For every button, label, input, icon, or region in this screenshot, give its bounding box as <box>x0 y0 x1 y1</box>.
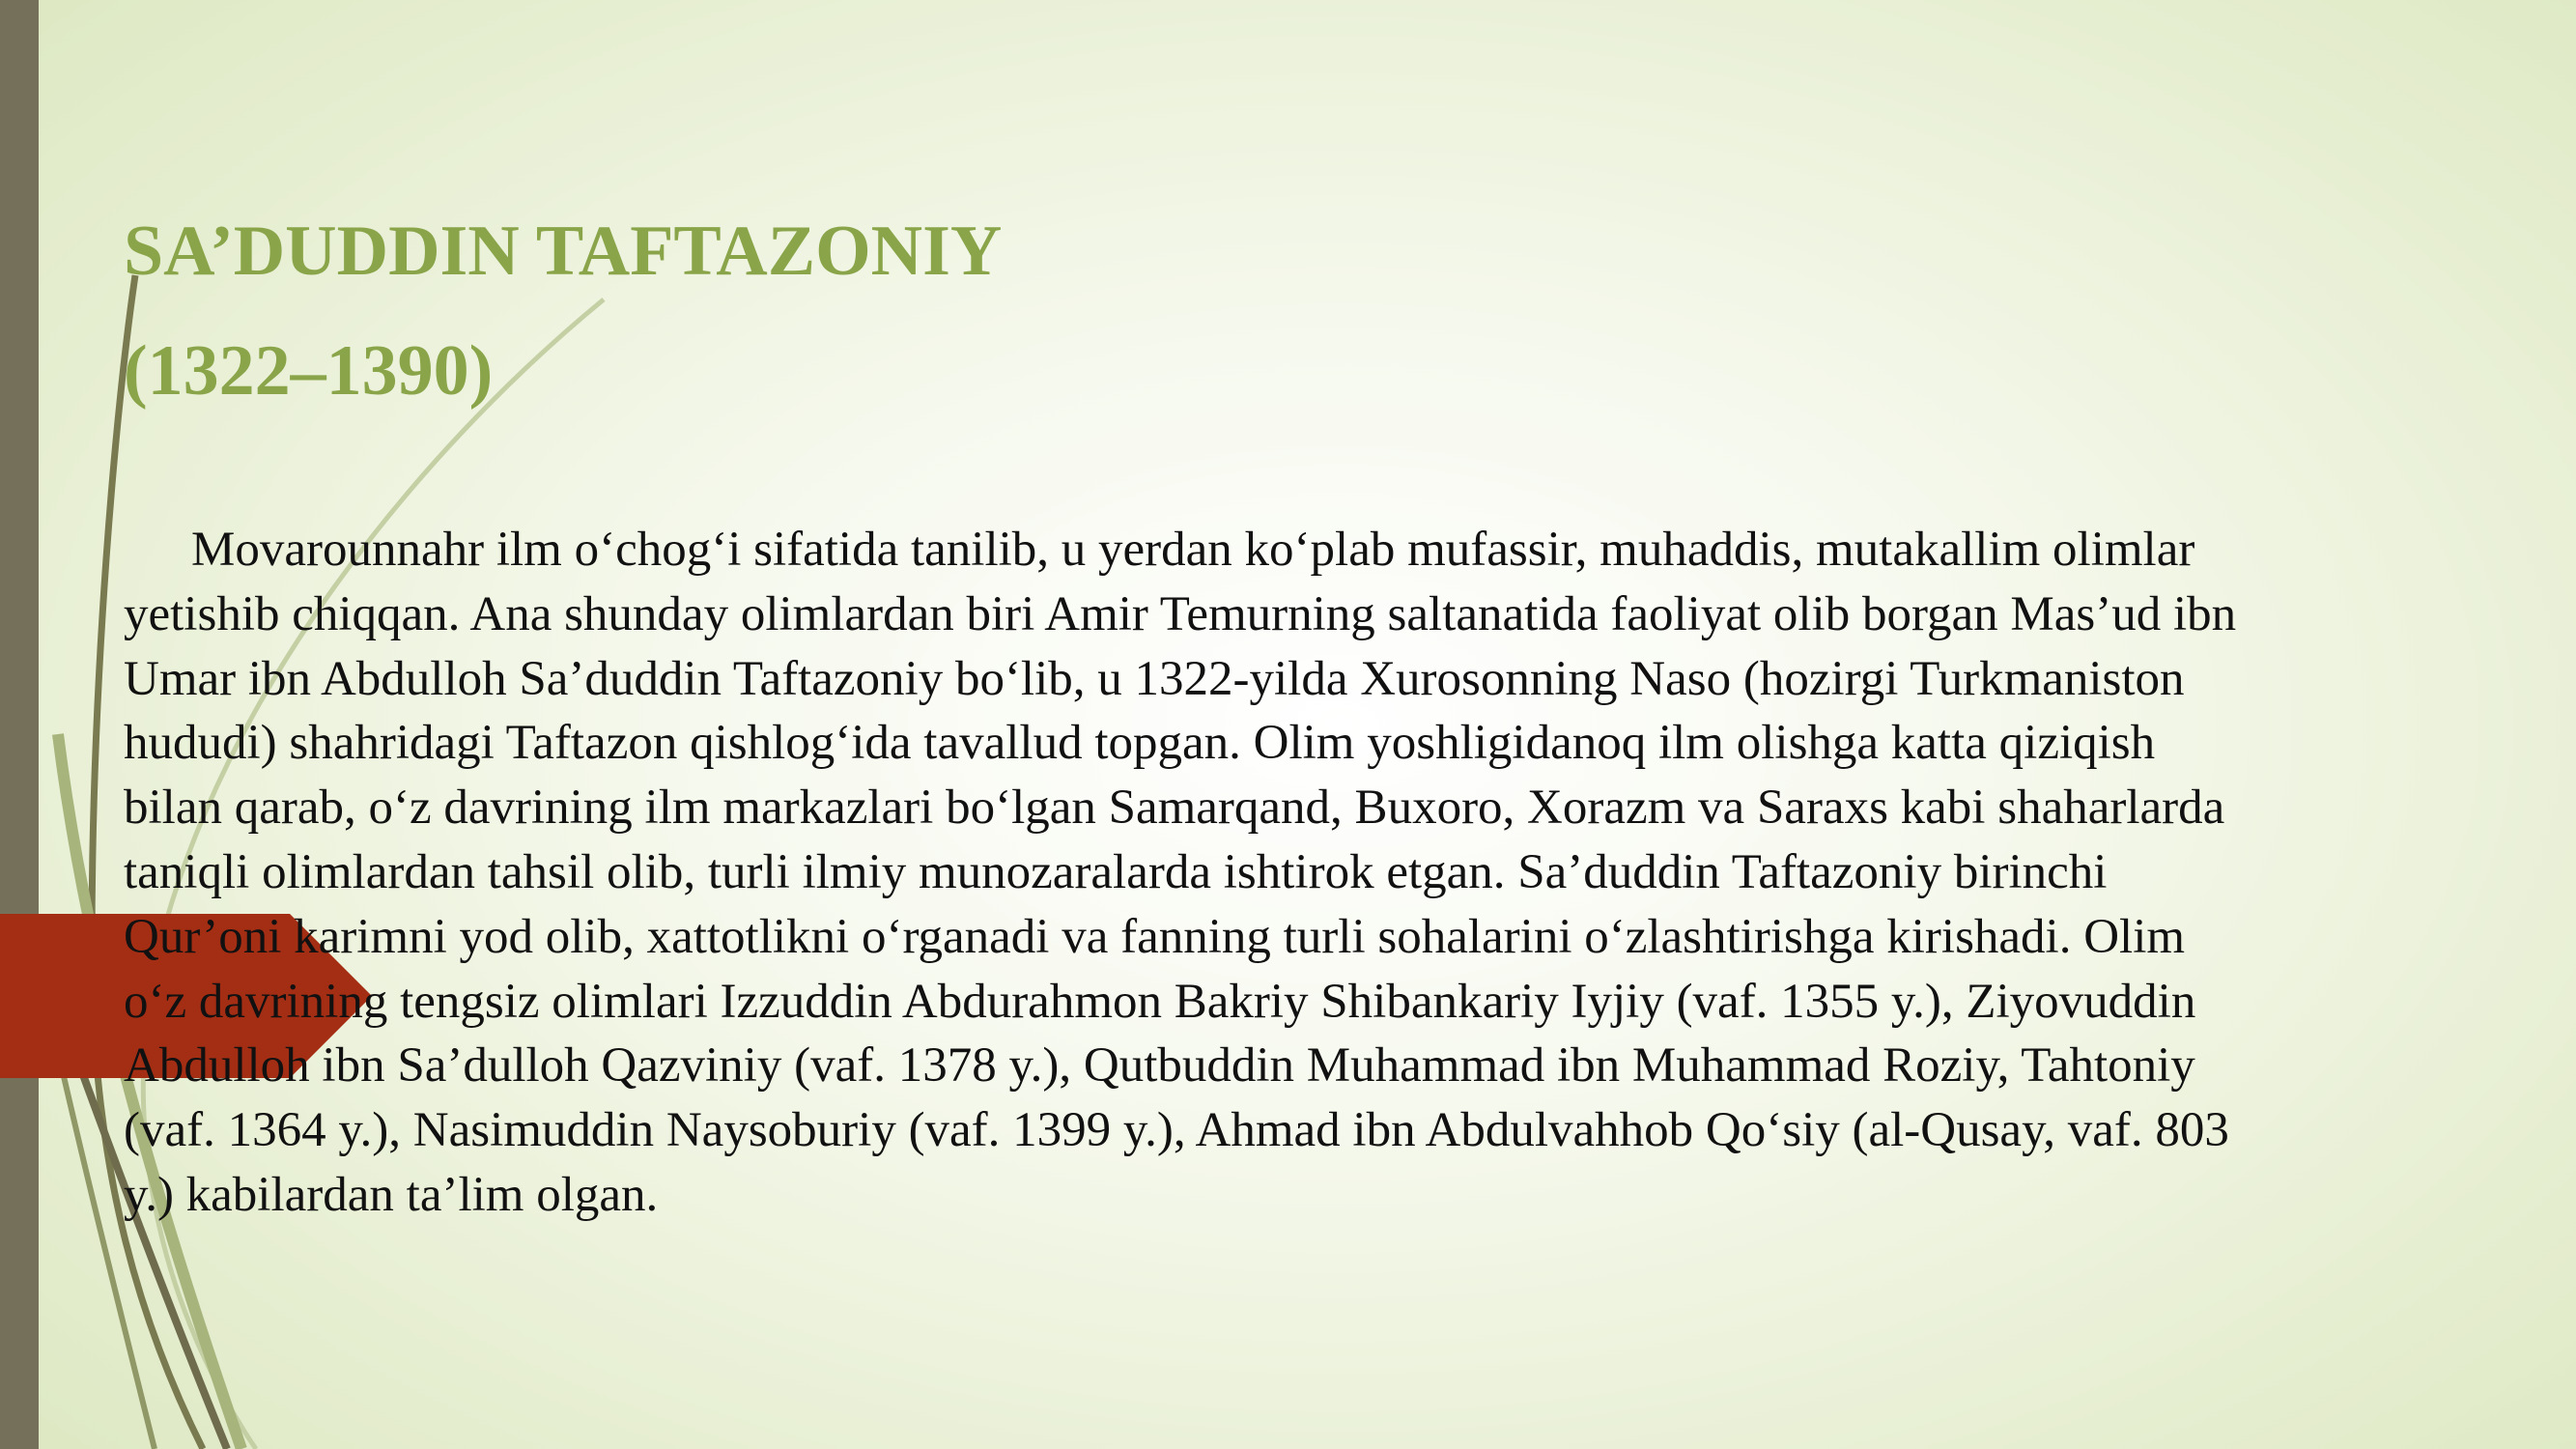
slide-body-text: Movarounnahr ilm o‘chog‘i sifatida tanilib, u yerdan ko‘plab mufassir, muhaddis, mutakallim olimlar yetishib chiqqan. Ana shunday olimlardan biri Amir Temurning saltanatida faoliyat olib borgan Mas’ud ibn Umar ibn Abdulloh Sa’duddin Taftazoniy bo‘lib, u 1322-yilda Xurosonning Naso (hozirgi Turkmaniston hududi) shahridagi Taftazon qishlog‘ida tavallud topgan. Olim yoshligidanoq ilm olishga katta qiziqish bilan qarab, o‘z davrining ilm markazlari bo‘lgan Samarqand, Buxoro, Xorazm va Saraxs kabi shaharlarda taniqli olimlardan tahsil olib, turli ilmiy munozaralarda ishtirok etgan. Sa’duddin Taftazoniy birinchi Qur’oni karimni yod olib, xattotlikni o‘rganadi va fanning turli sohalarini o‘zlashtirishga kirishadi. Olim o‘z davrining tengsiz olimlari Izzuddin Abdurahmon Bakriy Shibankariy Iyjiy (vaf. 1355 y.), Ziyovuddin Abdulloh ibn Sa’dulloh Qazviniy (vaf. 1378 y.), Qutbuddin Muhammad ibn Muhammad Roziy, Tahtoniy (vaf. 1364 y.), Nasimuddin Naysoburiy (vaf. 1399 y.), Ahmad ibn Abdulvahhob Qo‘siy (al-Qusay, vaf. 803 y.) kabilardan ta’lim olgan. <box>124 523 2237 1222</box>
slide-title <box>124 191 1002 431</box>
title-name: SA’DUDDIN TAFTAZONIY <box>124 212 1003 291</box>
title-years: (1322–1390) <box>124 331 494 411</box>
